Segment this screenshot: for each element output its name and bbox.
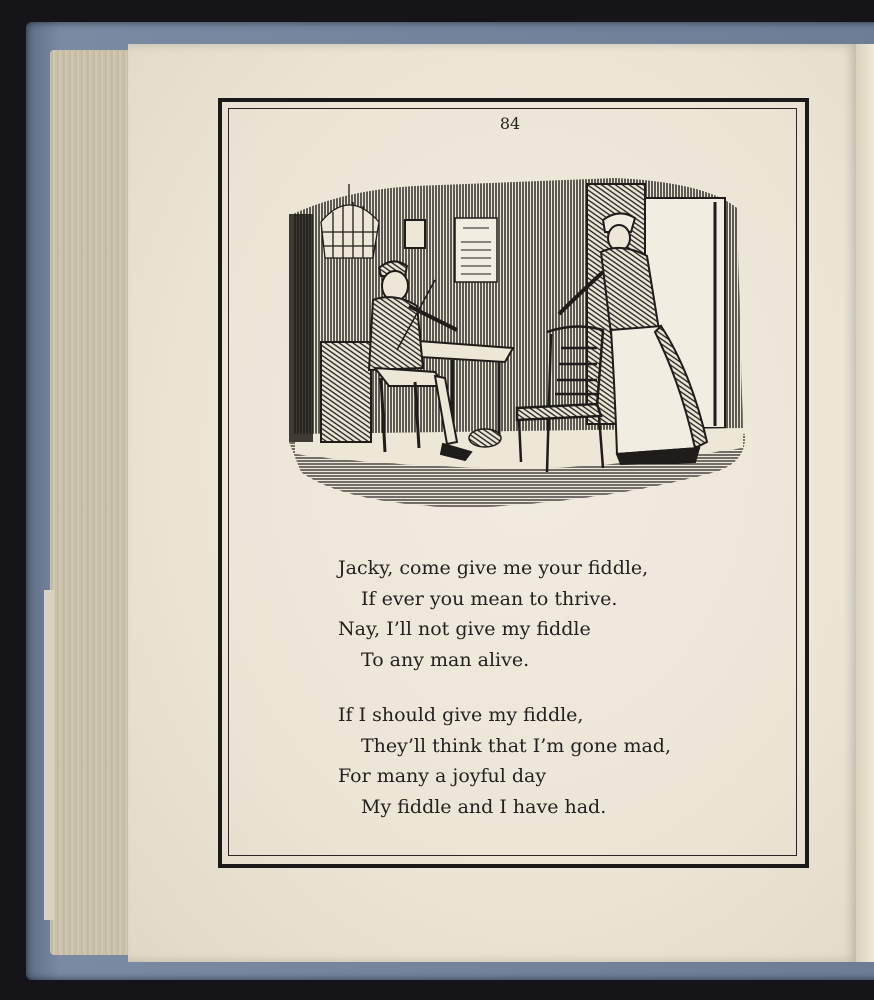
poem-line: Jacky, come give me your fiddle, [338,557,649,579]
poem-stanza [338,700,758,822]
woodcut-illustration [285,172,747,517]
page-number: 84 [499,114,521,133]
poem-line: They’ll think that I’m gone mad, [361,734,672,757]
poem-line: For many a joyful day [338,765,547,787]
next-page-edge [856,44,874,962]
poem-line: To any man alive. [361,648,530,671]
poem [338,553,758,847]
poem-line: Nay, I’ll not give my fiddle [338,618,591,640]
poem-line: My fiddle and I have had. [361,795,607,818]
page-edge-strip [44,590,54,920]
poem-line: If ever you mean to thrive. [361,587,618,610]
poem-line: If I should give my fiddle, [338,704,584,726]
poem-stanza [338,553,758,675]
